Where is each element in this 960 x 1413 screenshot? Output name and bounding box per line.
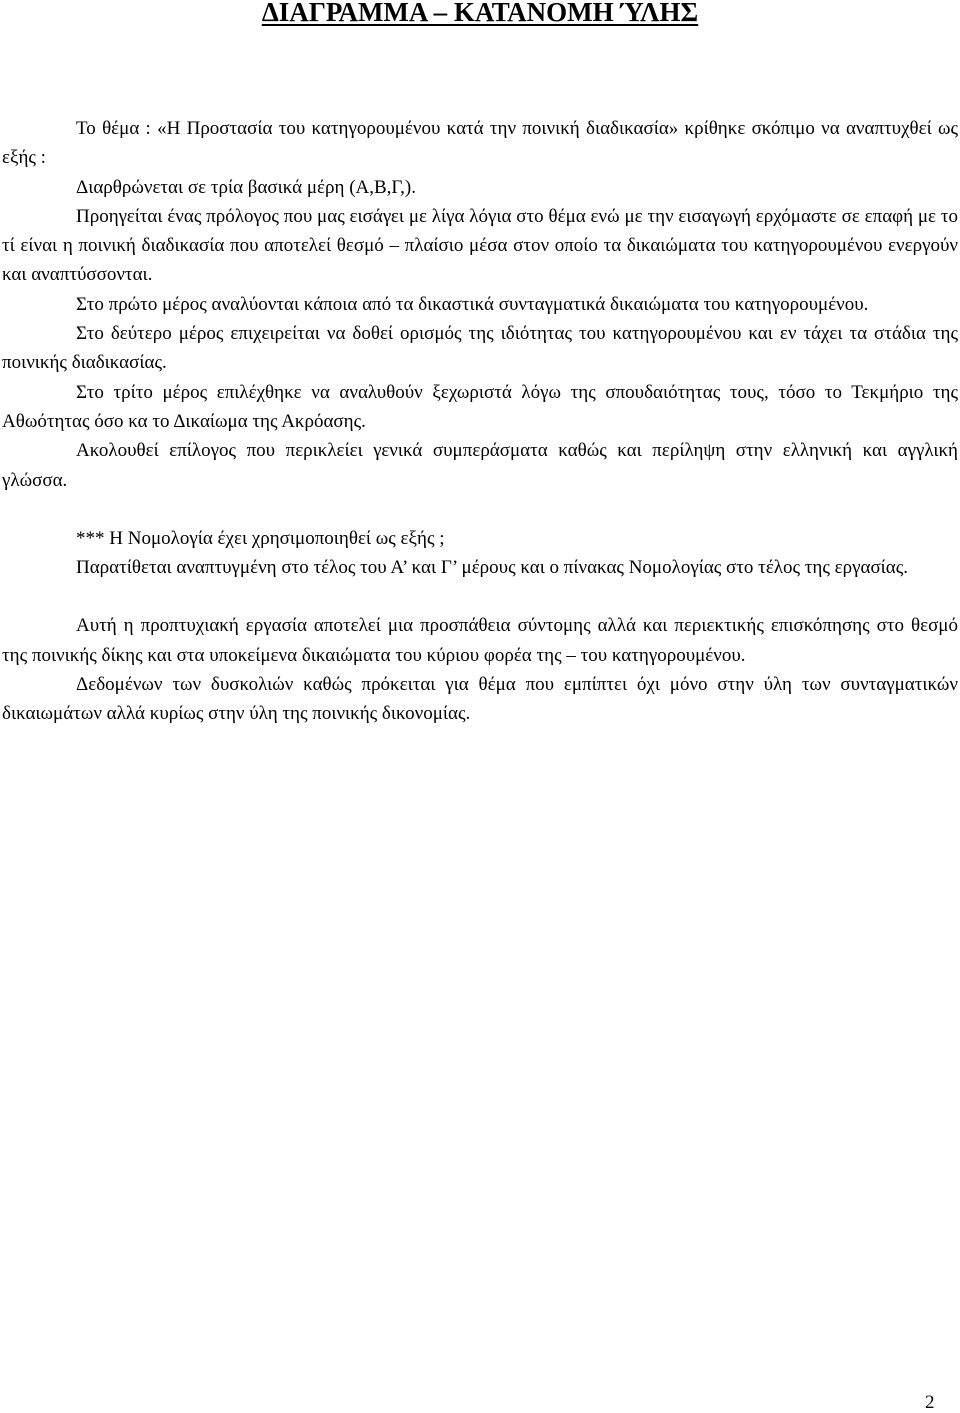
document-title: ΔΙΑΓΡΑΜΜΑ – ΚΑΤΑΝΟΜΗ ΎΛΗΣ — [261, 0, 699, 27]
part-a-paragraph: Στο πρώτο μέρος αναλύονται κάποια από τα δικαστικά συνταγματικά δικαιώματα του κατηγορουμένου. — [76, 293, 869, 315]
case-law-heading: *** Η Νομολογία έχει χρησιμοποιηθεί ως εξής ; — [76, 527, 445, 549]
epilogue-paragraph: Ακολουθεί επίλογος που περικλείει γενικά συμπεράσματα καθώς και περίληψη στην ελληνική και αγγλική γλώσσα. — [2, 440, 958, 491]
page-number: 2 — [925, 1392, 935, 1413]
paragraph-spacer — [2, 582, 958, 611]
difficulty-paragraph: Δεδομένων των δυσκολιών καθώς πρόκειται για θέμα που εμπίπτει όχι μόνο στην ύλη των συνταγματικών δικαιωμάτων αλλά κυρίως στην ύλη της ποινικής δικονομίας. — [2, 674, 958, 725]
part-b-paragraph: Στο δεύτερο μέρος επιχειρείται να δοθεί ορισμός της ιδιότητας του κατηγορουμένου και εν τάχει τα στάδια της ποινικής διαδικασίας. — [2, 323, 958, 374]
part-c-paragraph: Στο τρίτο μέρος επιλέχθηκε να αναλυθούν ξεχωριστά λόγω της σπουδαιότητας τους, τόσο το Τεκμήριο της Αθωότητας όσο κα το Δικαίωμα της Ακρόασης. — [2, 381, 958, 432]
case-law-paragraph: Παρατίθεται αναπτυγμένη στο τέλος του Α’ και Γ’ μέρους και ο πίνακας Νομολογίας στο τέλος της εργασίας. — [76, 557, 909, 579]
prologue-paragraph: Προηγείται ένας πρόλογος που μας εισάγει με λίγα λόγια στο θέμα ενώ με την εισαγωγή ερχόμαστε σε επαφή με το τί είναι η ποινική διαδικασία που αποτελεί θεσμό – πλαίσιο μέσα στον οποίο τα δικαιώματα του κατηγορουμένου ενεργούν και αναπτύσσονται. — [2, 205, 958, 286]
topic-paragraph: Το θέμα : «Η Προστασία του κατηγορουμένου κατά την ποινική διαδικασία» κρίθηκε σκόπιμο να αναπτυχθεί ως εξής : — [2, 118, 958, 169]
document-body — [2, 114, 958, 729]
purpose-paragraph: Αυτή η προπτυχιακή εργασία αποτελεί μια προσπάθεια σύντομης αλλά και περιεκτικής επισκόπησης στο θεσμό της ποινικής δίκης και στα υποκείμενα δικαιώματα του κύριου φορέα της – του κατηγορουμένου. — [2, 615, 958, 666]
structure-paragraph: Διαρθρώνεται σε τρία βασικά μέρη (Α,Β,Γ,). — [76, 176, 416, 198]
paragraph-spacer — [2, 495, 958, 524]
